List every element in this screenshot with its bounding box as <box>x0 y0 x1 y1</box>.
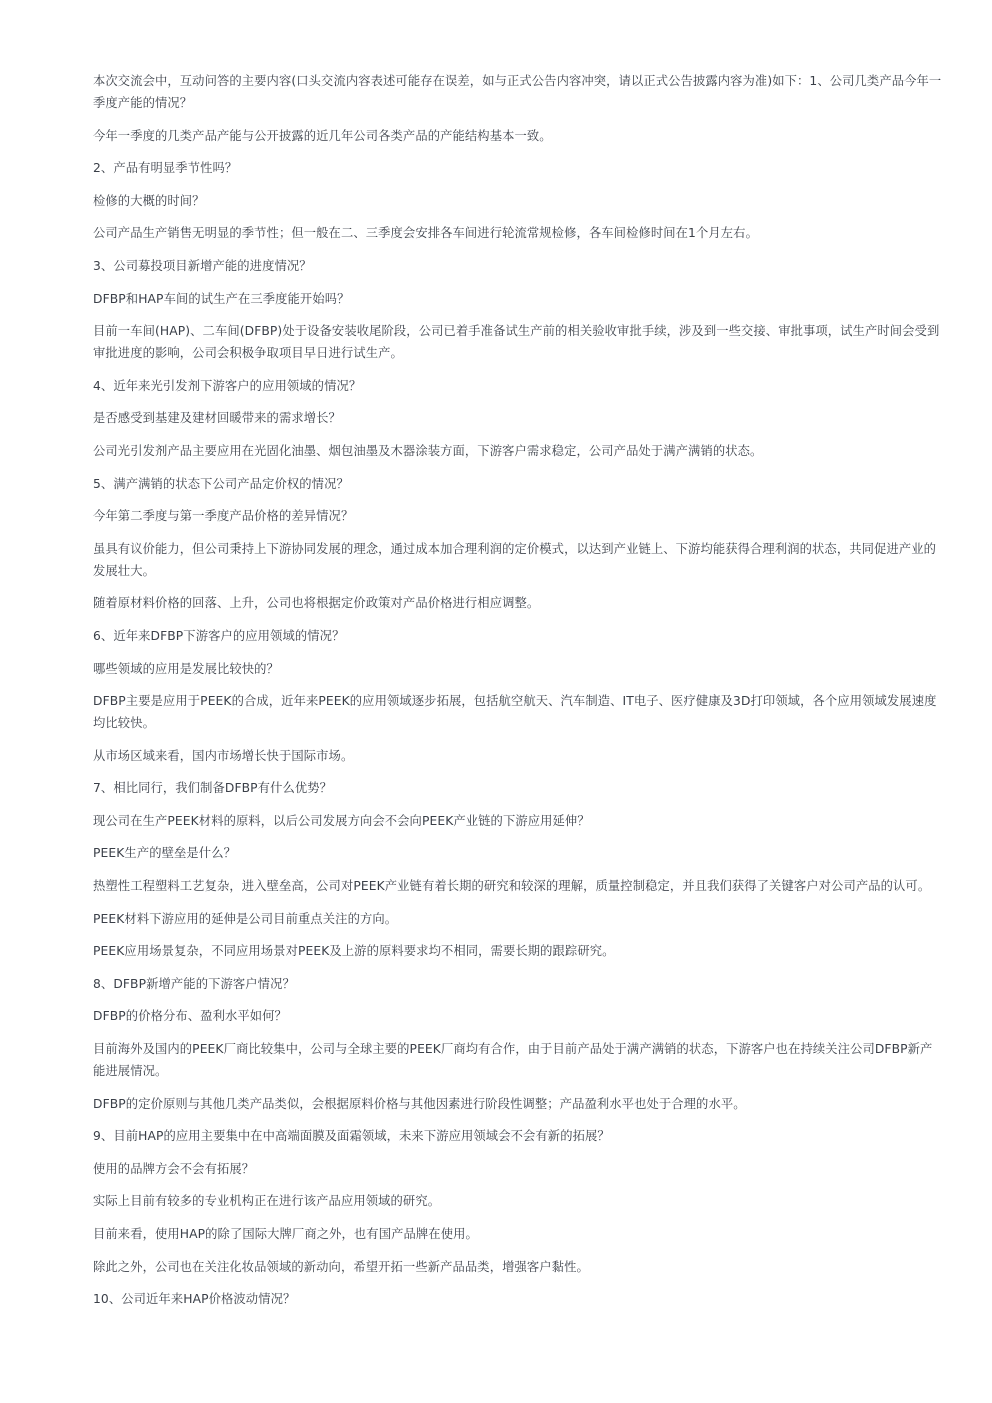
paragraph-question: 2、产品有明显季节性吗？ <box>93 161 238 176</box>
paragraph-answer: DFBP的定价原则与其他几类产品类似，会根据原料价格与其他因素进行阶段性调整；产品盈利水平也处于合理的水平。 <box>93 1096 746 1111</box>
paragraph-answer: PEEK应用场景复杂，不同应用场景对PEEK及上游的原料要求均不相同，需要长期的跟踪研究。 <box>93 944 615 959</box>
paragraph-answer: 除此之外，公司也在关注化妆品领域的新动向，希望开拓一些新产品品类，增强客户黏性。 <box>93 1259 589 1274</box>
paragraph-answer: 公司产品生产销售无明显的季节性；但一般在二、三季度会安排各车间进行轮流常规检修，各车间检修时间在1个月左右。 <box>93 226 758 241</box>
paragraph-answer: 随着原材料价格的回落、上升，公司也将根据定价政策对产品价格进行相应调整。 <box>93 596 540 611</box>
paragraph-question: 使用的品牌方会不会有拓展？ <box>93 1161 255 1176</box>
paragraph-answer: 实际上目前有较多的专业机构正在进行该产品应用领域的研究。 <box>93 1194 441 1209</box>
paragraph-answer: 今年一季度的几类产品产能与公开披露的近几年公司各类产品的产能结构基本一致。 <box>93 128 552 143</box>
paragraph-answer: 虽具有议价能力，但公司秉持上下游协同发展的理念，通过成本加合理利润的定价模式，以达到产业链上、下游均能获得合理利润的状态，共同促进产业的发展壮大。 <box>93 541 936 578</box>
paragraph-question: 5、满产满销的状态下公司产品定价权的情况？ <box>93 476 349 491</box>
paragraph-answer: 目前来看，使用HAP的除了国际大牌厂商之外，也有国产品牌在使用。 <box>93 1227 478 1241</box>
paragraph-answer: PEEK材料下游应用的延伸是公司目前重点关注的方向。 <box>93 911 398 926</box>
paragraph-question: 哪些领域的应用是发展比较快的？ <box>93 661 279 676</box>
paragraph-answer: 公司光引发剂产品主要应用在光固化油墨、烟包油墨及木器涂装方面，下游客户需求稳定，公司产品处于满产满销的状态。 <box>93 443 763 458</box>
paragraph-question: 3、公司募投项目新增产能的进度情况？ <box>93 258 312 273</box>
paragraph-question: 4、近年来光引发剂下游客户的应用领域的情况？ <box>93 378 362 393</box>
paragraph-question: 7、相比同行，我们制备DFBP有什么优势？ <box>93 781 333 796</box>
paragraph-question: 是否感受到基建及建材回暖带来的需求增长？ <box>93 411 341 426</box>
paragraph-question: 现公司在生产PEEK材料的原料，以后公司发展方向会不会向PEEK产业链的下游应用延伸？ <box>93 813 590 828</box>
document-body <box>93 70 943 1321</box>
paragraph-question: 9、目前HAP的应用主要集中在中高端面膜及面霜领域，未来下游应用领域会不会有新的拓展？ <box>93 1129 610 1144</box>
paragraph-answer: DFBP主要是应用于PEEK的合成，近年来PEEK的应用领域逐步拓展，包括航空航天、汽车制造、IT电子、医疗健康及3D打印领域，各个应用领域发展速度均比较快。 <box>93 694 937 731</box>
paragraph-question: DFBP的价格分布、盈利水平如何？ <box>93 1009 287 1024</box>
paragraph-question: 6、近年来DFBP下游客户的应用领域的情况？ <box>93 628 345 643</box>
paragraph-intro: 本次交流会中，互动问答的主要内容(口头交流内容表述可能存在误差，如与正式公告内容冲突，请以正式公告披露内容为准)如下：1、公司几类产品今年一季度产能的情况？ <box>93 74 942 110</box>
paragraph-question: DFBP和HAP车间的试生产在三季度能开始吗？ <box>93 291 350 306</box>
paragraph-question: 今年第二季度与第一季度产品价格的差异情况？ <box>93 509 354 524</box>
paragraph-answer: 热塑性工程塑料工艺复杂，进入壁垒高，公司对PEEK产业链有着长期的研究和较深的理解，质量控制稳定，并且我们获得了关键客户对公司产品的认可。 <box>93 879 931 894</box>
paragraph-answer: 从市场区域来看，国内市场增长快于国际市场。 <box>93 748 354 763</box>
paragraph-question: PEEK生产的壁垒是什么？ <box>93 846 236 861</box>
paragraph-question: 8、DFBP新增产能的下游客户情况？ <box>93 976 295 991</box>
paragraph-question: 10、公司近年来HAP价格波动情况？ <box>93 1292 296 1307</box>
paragraph-question: 检修的大概的时间？ <box>93 193 205 208</box>
paragraph-answer: 目前海外及国内的PEEK厂商比较集中，公司与全球主要的PEEK厂商均有合作，由于目前产品处于满产满销的状态，下游客户也在持续关注公司DFBP新产能进展情况。 <box>93 1042 933 1079</box>
paragraph-answer: 目前一车间(HAP)、二车间(DFBP)处于设备安装收尾阶段，公司已着手准备试生产前的相关验收审批手续，涉及到一些交接、审批事项，试生产时间会受到审批进度的影响，公司会积极争取项目早日进行试生产。 <box>93 324 940 361</box>
